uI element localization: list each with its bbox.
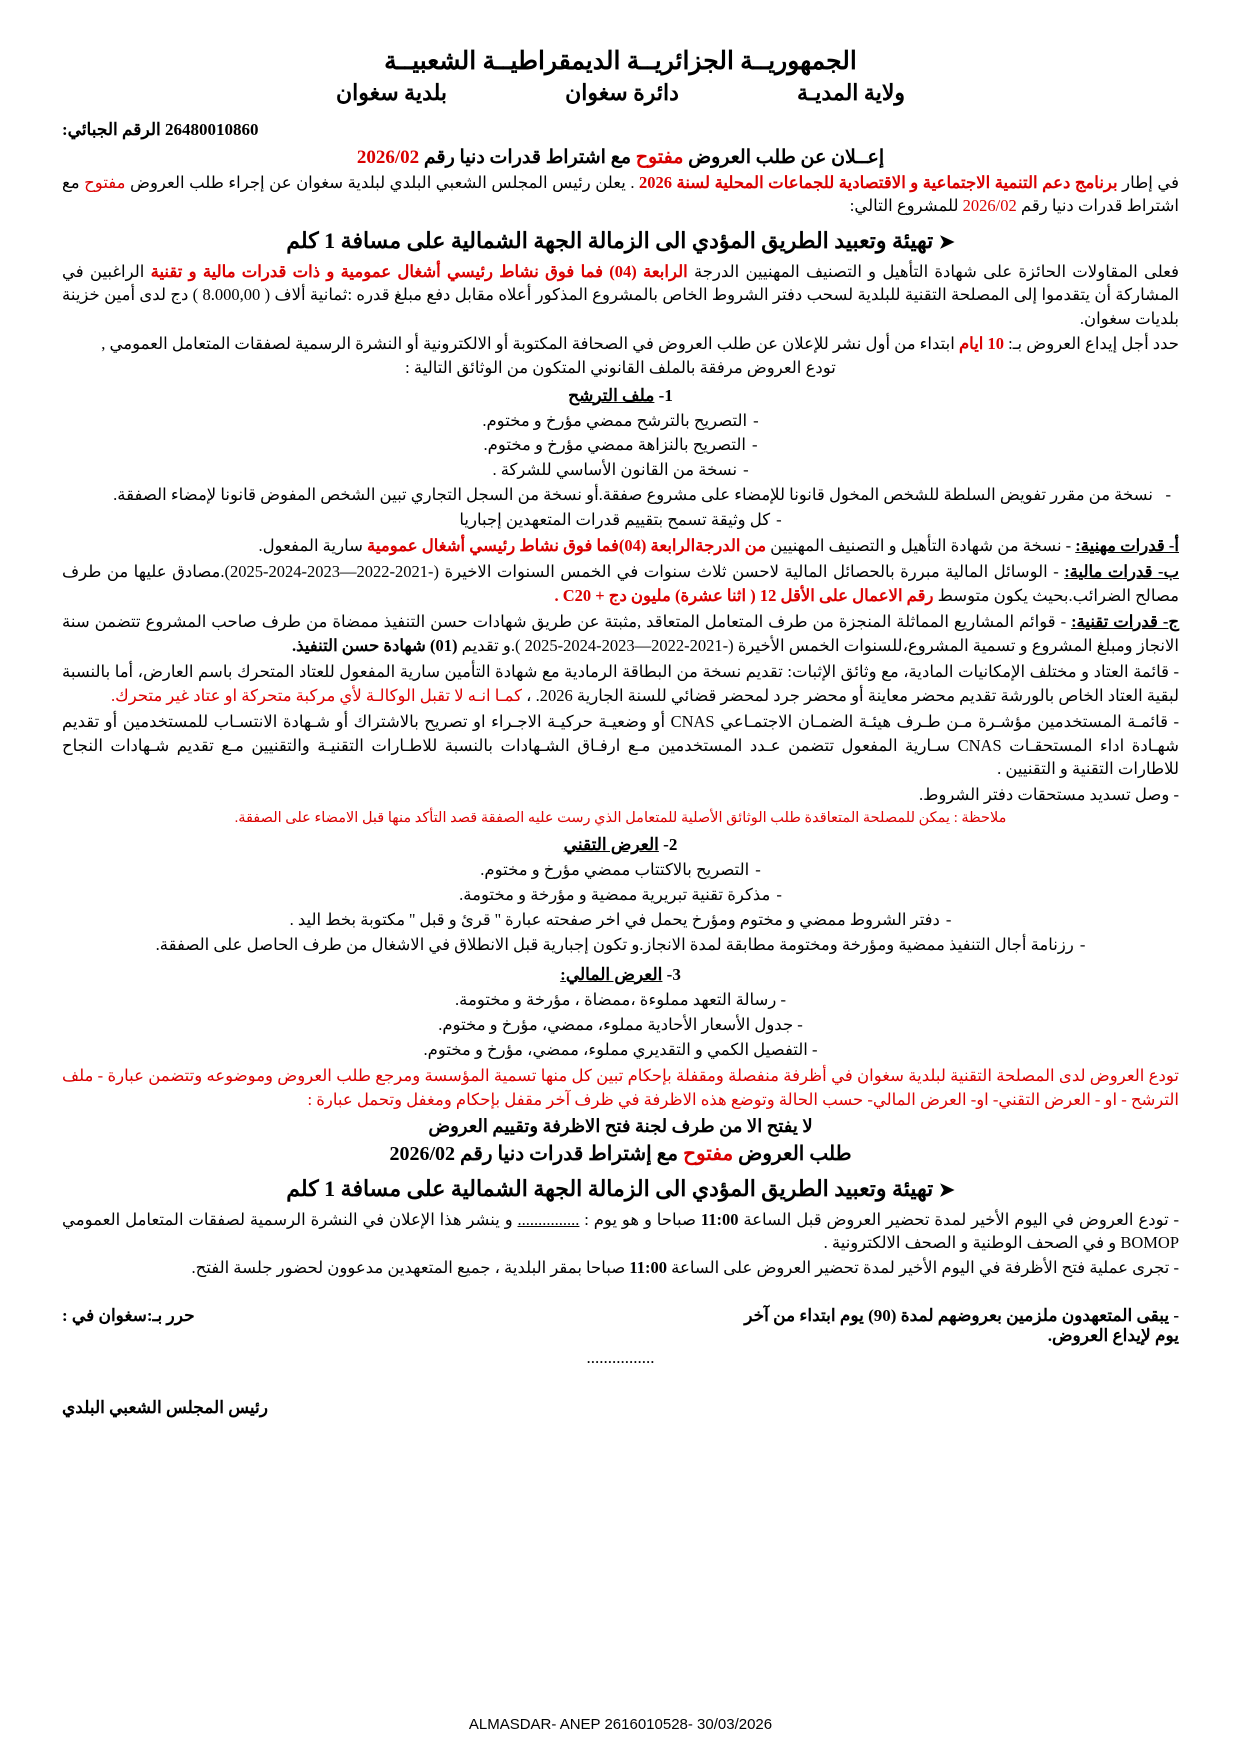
list-item-text: - التفصيل الكمي و التقديري مملوء، ممضي، مؤرخ و مختوم. xyxy=(423,1039,818,1059)
signature-dots: ................ xyxy=(586,1347,655,1367)
list-item-text: التصريح بالاكتتاب ممضي مؤرخ و مختوم. xyxy=(480,860,750,880)
announcement-reference: 2026/02 xyxy=(356,147,420,168)
eligibility-paragraph xyxy=(62,260,1179,330)
list-item xyxy=(62,858,1179,882)
announcement-part2: مع اشتراط قدرات دنيا رقم xyxy=(423,147,632,168)
deposit-line: تودع العروض مرفقة بالملف القانوني المتكون من الوثائق التالية : xyxy=(405,357,836,377)
envelope-instructions xyxy=(62,1064,1179,1112)
envelope-text: تودع العروض لدى المصلحة التقنية لبلدية سغوان في أظرفة منفصلة ومقفلة بإحكام تبين كل منها تسمية المؤسسة ومرجع طلب العروض وموضوعه وتتضمن عبارة - ملف الترشح - او - العرض التقني- او- العرض المالي- حسب الحالة وتوضع هذه الاظرفة في ظرف آخر مقفل بإحكام ومغفل وتحمل عبارة : xyxy=(62,1065,1179,1109)
cnas-paragraph xyxy=(62,710,1179,782)
section-1-title: ملف الترشح xyxy=(568,385,655,405)
list-item-text: - جدول الأسعار الأحادية مملوء، ممضي، مؤرخ و مختوم. xyxy=(438,1014,803,1034)
intro-program-name: برنامج دعم التنمية الاجتماعية و الاقتصادية للجماعات المحلية xyxy=(714,173,1118,192)
dash-icon: - xyxy=(755,860,761,880)
republic-heading: الجمهوريــة الجزائريــة الديمقراطيــة الشعبيــة xyxy=(384,48,857,75)
announcement-open-word: مفتوح xyxy=(635,147,684,168)
signatory-title: رئيس المجلس الشعبي البلدي xyxy=(62,1397,268,1417)
list-item xyxy=(62,458,1179,482)
intro-line1c: مع اشتراط قدرات دنيا رقم xyxy=(62,173,1179,216)
signature-place-label: حرر بـ:سغوان في : xyxy=(62,1305,195,1325)
intro-line1d: للمشروع التالي: xyxy=(849,196,959,216)
intro-paragraph xyxy=(62,171,1179,218)
capacity-technical-text-a: - قوائم المشاريع المماثلة المنجزة من طرف المتعامل المتعاقد ,مثبتة عن طريق شهادات حسن التنفيذ ممضاة من طرف صاحب المشروع تتضمن سنة الانجاز ومبلغ المشروع و تسمية المشروع،للسنوات الخمس الأخيرة (-2021-2022—2023-2024-2025 ).و تقديم xyxy=(62,611,1179,655)
baladiya-label: بلدية سغوان xyxy=(336,80,448,105)
section-2-number: 2- xyxy=(663,835,678,855)
dash-icon: - xyxy=(751,435,758,455)
capacity-professional xyxy=(62,534,1179,558)
section-3-heading xyxy=(62,965,1179,985)
intro-line1a: في إطار xyxy=(1122,173,1180,192)
section-3-title: العرض المالي: xyxy=(560,964,663,984)
list-item xyxy=(62,508,1179,532)
repeat-announcement xyxy=(62,1141,1179,1166)
closing-line2a: - تجرى عملية فتح الأظرفة في اليوم الأخير لمدة تحضير العروض على الساعة xyxy=(671,1258,1179,1278)
fiscal-number-label: الرقم الجبائي: xyxy=(62,120,161,139)
arrow-icon: ➤ xyxy=(938,231,955,253)
bomop-label: BOMOP xyxy=(1120,1233,1179,1252)
section-2-heading xyxy=(62,835,1179,855)
cnas-text-a: - قائمـة المستخدمين مؤشـرة مـن طـرف هيئـة الضمـان الاجتمـاعي CNAS أو وضعيـة حركيـة الاجـراء او تصريح بالاشتراك أو شـهادة الانتسـاب للمستخدمين أو تقديم شهـادة اداء المستحقـات CNAS سـارية المفعول تتضمن عـدد المستخدمين مـع ارفـاق الشـهادات بالنسبة للاطـارات التقنيـة والتقنيين مـع تقديم شـهادات النجاح للاطارات التقنية و التقنيين . xyxy=(62,711,1179,779)
section-3-list xyxy=(62,988,1179,1062)
list-item xyxy=(62,1013,1179,1037)
capacity-financial-label: ب- قدرات مالية: xyxy=(1064,562,1180,582)
announcement-title xyxy=(62,146,1179,169)
deadline-days: 10 ايام xyxy=(958,334,1005,354)
repeat-announcement-part2: مع إشتراط قدرات دنيا رقم xyxy=(460,1142,679,1165)
eligibility-line-a: فعلى المقاولات الحائزة على شهادة التأهيل و التصنيف المهنيين الدرجة xyxy=(693,261,1180,281)
validity-line: - يبقى المتعهدون ملزمين بعروضهم لمدة (90) يوم ابتداء من آخر يوم لإيداع العروض. xyxy=(744,1305,1179,1345)
announcement-part1: إعــلان عن طلب العروض xyxy=(688,147,885,168)
list-item-text: دفتر الشروط ممضي و مختوم ومؤرخ يحمل في اخر صفحته عبارة '' قرئ و قبل '' مكتوبة بخط اليد . xyxy=(289,910,940,930)
capacity-professional-text-b: سارية المفعول. xyxy=(258,536,363,556)
validity-line-wrap xyxy=(732,1306,1179,1346)
closing-paragraph-2 xyxy=(62,1256,1179,1279)
list-item-text: نسخة من مقرر تفويض السلطة للشخص المخول قانونا للإمضاء على مشروع صفقة.أو نسخة من السجل التجاري تبين الشخص المفوض قانونا لإمضاء الصفقة. xyxy=(113,485,1153,505)
dash-icon: - xyxy=(1079,935,1086,955)
fiscal-number-value: 26480010860 xyxy=(164,120,259,139)
deadline-intro-paragraph xyxy=(62,332,1179,355)
list-item xyxy=(62,988,1179,1012)
cnas-text-b: - وصل تسديد مستحقات دفتر الشروط. xyxy=(918,785,1179,805)
section-1-number: 1- xyxy=(658,385,673,405)
repeat-announcement-open-word: مفتوح xyxy=(683,1142,734,1165)
section-1-heading xyxy=(62,386,1179,406)
dash-icon: - xyxy=(776,885,782,905)
cnas-receipt-line xyxy=(62,783,1179,807)
equipment-paragraph xyxy=(62,660,1179,708)
dash-icon: - xyxy=(945,910,952,930)
eligibility-degree-2: و تقنية xyxy=(150,261,197,281)
capacity-professional-label: أ- قدرات مهنية: xyxy=(1075,536,1179,556)
intro-line1b: . يعلن رئيس المجلس الشعبي البلدي لبلدية سغوان عن إجراء طلب العروض xyxy=(130,173,635,192)
closing-time-1: 11:00 xyxy=(700,1209,739,1229)
closing-line1c: و ينشر هذا الإعلان في النشرة الرسمية لصفقات المتعامل العمومي xyxy=(62,1209,513,1229)
closing-date-blank: ............... xyxy=(517,1209,580,1229)
closing-line1d: و في الصحف الوطنية و الصحف الالكترونية . xyxy=(823,1233,1117,1252)
fiscal-number-line xyxy=(62,120,1179,140)
dash-icon: - xyxy=(753,410,759,430)
intro-reference: 2026/02 xyxy=(962,196,1017,216)
section-2-title: العرض التقني xyxy=(563,835,659,855)
wilaya-label: ولاية المديـة xyxy=(796,80,905,105)
intro-program-year: لسنة 2026 xyxy=(638,173,711,192)
deadline-line-a: حدد أجل إيداع العروض بـ: xyxy=(1008,334,1179,354)
repeat-project-title xyxy=(62,1176,1179,1202)
capacity-financial xyxy=(62,560,1179,608)
list-item-text: التصريح بالترشح ممضي مؤرخ و مختوم. xyxy=(482,410,748,430)
list-item-text: كل وثيقة تسمح بتقييم قدرات المتعهدين إجباريا xyxy=(459,510,771,530)
capacity-professional-text-a: - نسخة من شهادة التأهيل و التصنيف المهنيين xyxy=(770,536,1072,556)
project-title-text: تهيئة وتعبيد الطريق المؤدي الى الزمالة الجهة الشمالية على مسافة 1 كلم xyxy=(286,227,934,253)
list-item xyxy=(62,483,1179,507)
closing-paragraph-1 xyxy=(62,1208,1179,1255)
section-1-list xyxy=(62,409,1179,533)
eligibility-line-b: الراغبين في المشاركة أن يتقدموا إلى المصلحة التقنية للبلدية لسحب دفتر الشروط الخاص بالمشروع المذكور أعلاه مقابل دفع مبلغ قدره :ثمانية ألاف ( 8.000,00 ) دج لدى أمين خزينة بلديات سغوان. xyxy=(62,261,1179,328)
list-item xyxy=(62,883,1179,907)
equipment-warning-red: كمـا انـه لا تقبل الوكالـة لأي مركبة متحركة او عتاد غير متحرك. xyxy=(111,685,523,705)
list-item-text: - رسالة التعهد مملوءة ،ممضاة ، مؤرخة و مختومة. xyxy=(455,989,786,1009)
section-2-list xyxy=(62,858,1179,957)
signature-row xyxy=(62,1306,1179,1346)
eligibility-degree: الرابعة (04) فما فوق نشاط رئيسي أشغال عمومية و ذات قدرات مالية xyxy=(202,261,688,281)
equipment-text-a: - قائمة العتاد و مختلف الإمكانيات المادية، مع وثائق الإثبات: تقديم نسخة من البطاقة الرمادية مع شهادة التأمين سارية المفعول للعتاد المتحرك باسم العارض، أما بالنسبة لبقية العتاد الخاص بالورشة تقديم محضر معاينة أو محضر جرد لمحضر قضائي للسنة الجارية 2026. ، xyxy=(62,661,1179,705)
repeat-project-title-text: تهيئة وتعبيد الطريق المؤدي الى الزمالة الجهة الشمالية على مسافة 1 كلم xyxy=(286,1175,934,1201)
capacity-professional-red: من الدرجةالرابعة (04)فما فوق نشاط رئيسي أشغال عمومية xyxy=(367,536,767,556)
capacity-financial-text-a: - الوسائل المالية مبررة بالحصائل المالية لاحسن ثلاث سنوات في الخمس السنوات الاخيرة (-2021-2022—2023-2024-2025).مصادق عليها من طرف مصالح الضرائب.بحيث يكون متوسط xyxy=(62,562,1179,605)
footer-reference: ALMASDAR- ANEP 2616010528- 30/03/2026 xyxy=(468,1716,773,1733)
list-item xyxy=(62,433,1179,457)
capacity-financial-red: رقم الاعمال على الأقل 12 ( اثنا عشرة) مليون دج + C20 . xyxy=(554,585,934,605)
list-item xyxy=(62,933,1179,957)
repeat-announcement-part1: طلب العروض xyxy=(738,1142,852,1165)
section-3-number: 3- xyxy=(666,964,681,984)
list-item-text: التصريح بالنزاهة ممضي مؤرخ و مختوم. xyxy=(483,435,746,455)
repeat-announcement-ref: 2026/02 xyxy=(389,1142,456,1165)
list-item xyxy=(62,409,1179,433)
dash-icon: - xyxy=(776,510,782,530)
list-item-text: نسخة من القانون الأساسي للشركة . xyxy=(492,460,738,480)
closing-line1b: صباحا و هو يوم : xyxy=(584,1209,697,1229)
project-title xyxy=(62,228,1179,254)
list-item-text: مذكرة تقنية تبريرية ممضية و مؤرخة و مختومة. xyxy=(459,885,771,905)
closing-time-2: 11:00 xyxy=(629,1258,667,1278)
list-item-text: رزنامة أجال التنفيذ ممضية ومؤرخة ومختومة مطابقة لمدة الانجاز.و تكون إجبارية قبل الانطلاق في الاشغال من طرف الحاصل على الصفقة. xyxy=(155,935,1074,955)
list-item xyxy=(62,1038,1179,1062)
capacity-technical xyxy=(62,610,1179,658)
admin-heading-row xyxy=(62,80,1179,106)
intro-open-word: مفتوح xyxy=(84,173,126,192)
daira-label: دائرة سغوان xyxy=(565,80,679,105)
dash-icon: - xyxy=(743,460,749,480)
capacity-technical-certificate: (01) شهادة حسن التنفيذ. xyxy=(291,635,458,655)
list-item xyxy=(62,908,1179,932)
original-docs-note: ملاحظة : يمكن للمصلحة المتعاقدة طلب الوثائق الأصلية للمتعامل الذي رست عليه الصفقة قصد التأكد منها قبل الامضاء على الصفقة. xyxy=(234,810,1007,827)
closing-line1a: - تودع العروض في اليوم الأخير لمدة تحضير العروض قبل الساعة xyxy=(743,1209,1180,1229)
signature-place-wrap xyxy=(62,1306,509,1346)
closing-line2b: صباحا بمقر البلدية ، جميع المتعهدين مدعوون لحضور جلسة الفتح. xyxy=(191,1258,626,1278)
arrow-icon: ➤ xyxy=(938,1179,955,1201)
deadline-line-b: ابتداء من أول نشر للإعلان عن طلب العروض في الصحافة المكتوبة أو الالكترونية أو النشرة الرسمية لصفقات المتعامل العمومي , xyxy=(101,334,955,354)
capacity-technical-label: ج- قدرات تقنية: xyxy=(1071,611,1179,631)
envelope-phrase: لا يفتح الا من طرف لجنة فتح الاظرفة وتقييم العروض xyxy=(428,1115,813,1136)
